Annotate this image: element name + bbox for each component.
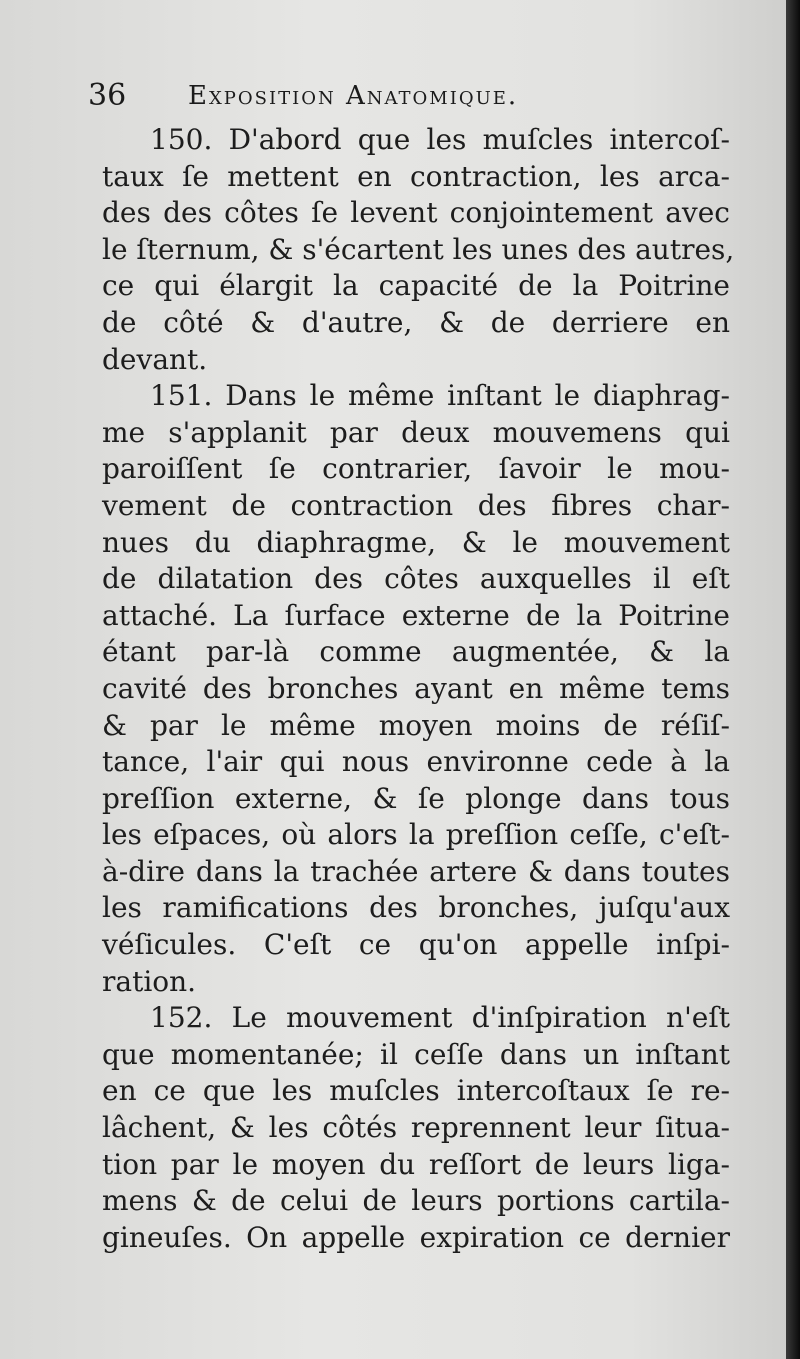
text-line: ration. [102, 964, 197, 998]
text-line: des des côtes ſe levent conjointement avec [102, 196, 730, 230]
text-line: gineuſes. On appelle expiration ce dernier [102, 1220, 730, 1254]
text-line: attaché. La ſurface externe de la Poitrine [102, 598, 730, 632]
text-line: véſicules. C'eſt ce qu'on appelle inſpi- [102, 928, 730, 962]
text-line: les ramifications des bronches, juſqu'aux [102, 891, 730, 925]
paragraph [102, 1000, 730, 1256]
text-line: vement de contraction des fibres char- [102, 488, 730, 522]
text-line: nues du diaphragme, & le mouvement [102, 525, 730, 559]
text-line: tion par le moyen du reſſort de leurs liga- [102, 1147, 730, 1181]
text-line: de côté & d'autre, & de derriere en [102, 305, 730, 339]
text-line: devant. [102, 342, 208, 376]
page-number: 36 [88, 78, 127, 113]
text-line: 151. Dans le même inſtant le diaphrag- [150, 379, 730, 413]
book-spine-edge [786, 0, 800, 1359]
text-line: étant par-là comme augmentée, & la [102, 635, 730, 669]
body-text [102, 122, 735, 1256]
text-line: paroiſſent ſe contrarier, ſavoir le mou- [102, 452, 730, 486]
text-line: & par le même moyen moins de réſiſ- [102, 708, 730, 742]
text-line: preſſion externe, & ſe plonge dans tous [102, 781, 730, 815]
paragraph [102, 378, 730, 1000]
text-line: le ſternum, & s'écartent les unes des autres, [102, 232, 735, 266]
text-line: que momentanée; il ceſſe dans un inſtant [102, 1037, 730, 1071]
text-line: les eſpaces, où alors la preſſion ceſſe, c'eſt- [102, 818, 730, 852]
text-line: cavité des bronches ayant en même tems [102, 671, 730, 705]
running-title: Exposition Anatomique. [188, 81, 519, 111]
text-line: tance, l'air qui nous environne cede à la [102, 745, 730, 779]
text-line: en ce que les muſcles intercoſtaux ſe re- [102, 1074, 730, 1108]
text-line: taux ſe mettent en contraction, les arca- [102, 159, 730, 193]
text-line: lâchent, & les côtés reprennent leur ſitua- [102, 1111, 730, 1145]
text-line: mens & de celui de leurs portions cartila- [102, 1184, 730, 1218]
text-line: 150. D'abord que les muſcles intercoſ- [150, 123, 730, 156]
text-line: 152. Le mouvement d'inſpiration n'eſt [150, 1001, 730, 1035]
page-header [88, 76, 728, 120]
text-line: ce qui élargit la capacité de la Poitrine [102, 269, 730, 303]
text-line: de dilatation des côtes auxquelles il eſt [102, 562, 730, 596]
text-line: à-dire dans la trachée artere & dans toutes [102, 854, 730, 888]
paragraph [102, 122, 735, 378]
text-line: me s'applanit par deux mouvemens qui [102, 415, 730, 449]
